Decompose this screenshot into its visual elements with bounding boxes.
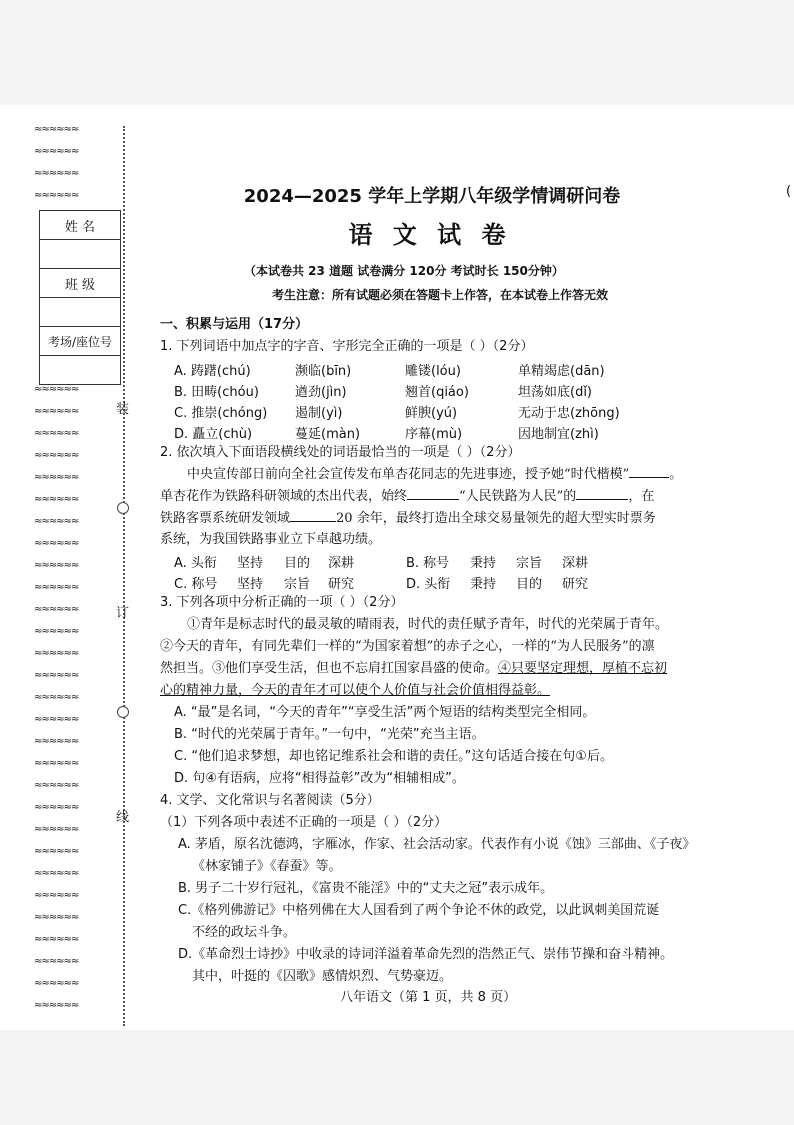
q1-stem: 1. 下列词语中加点字的字音、字形完全正确的一项是（ ）（2分） — [160, 339, 534, 354]
margin-ornament: ≈≈≈≈≈≈ — [34, 168, 79, 179]
binding-char-ding: 订 — [116, 606, 130, 621]
binding-hole — [117, 502, 129, 514]
q2-passage-line: 中央宣传部日前向全社会宣传发布单杏花同志的先进事迹，授予她“时代楷模” 。 — [187, 467, 683, 482]
margin-ornament: ≈≈≈≈≈≈ — [34, 494, 79, 505]
q1-option: 翘首(qiáo) — [405, 385, 469, 400]
margin-ornament: ≈≈≈≈≈≈ — [34, 1000, 79, 1011]
q2-passage-line: 铁路客票系统研发领域 20 余年，最终打造出全球交易量领先的超大型实时票务 — [160, 511, 656, 526]
q1-option: 遏制(yì) — [295, 406, 343, 421]
q2-option: D. 头衔 — [406, 577, 451, 592]
top-scan-shade — [0, 0, 794, 105]
q2-option: 研究 — [562, 577, 589, 592]
q2-option: 目的 — [516, 577, 543, 592]
q4-option: 不经的政坛斗争。 — [192, 925, 297, 940]
binding-dotted-line — [123, 126, 125, 1026]
margin-ornament: ≈≈≈≈≈≈ — [34, 802, 79, 813]
margin-ornament: ≈≈≈≈≈≈ — [34, 714, 79, 725]
q4-option: 其中，叶挺的《囚歌》感情炽烈、气势豪迈。 — [192, 969, 453, 984]
q2-option: A. 头衔 — [174, 556, 217, 571]
margin-ornament: ≈≈≈≈≈≈ — [34, 824, 79, 835]
margin-ornament: ≈≈≈≈≈≈ — [34, 428, 79, 439]
q4-option: C.《格列佛游记》中格列佛在大人国看到了两个争论不休的政党，以此讽刺美国荒诞 — [178, 903, 660, 918]
q2-blank-3[interactable] — [576, 487, 628, 500]
q1-option: 鲜腴(yú) — [405, 406, 458, 421]
q1-option: 遒劲(jìn) — [295, 385, 347, 400]
q2-option: 坚持 — [237, 577, 264, 592]
q4-option: D.《革命烈士诗抄》中收录的诗词洋溢着革命先烈的浩然正气、崇伟节操和奋斗精神。 — [178, 947, 674, 962]
q2-stem: 2. 依次填入下面语段横线处的词语最恰当的一项是（ ）（2分） — [160, 445, 521, 460]
exam-subject: 语 文 试 卷 — [348, 221, 512, 249]
class-label: 班 级 — [40, 269, 120, 298]
q1-option: 蔓延(màn) — [295, 427, 361, 442]
q2-passage-line: 系统，为我国铁路事业立下卓越功绩。 — [160, 532, 382, 547]
margin-ornament: ≈≈≈≈≈≈ — [34, 890, 79, 901]
margin-ornament: ≈≈≈≈≈≈ — [34, 406, 79, 417]
q4-option: A. 茅盾，原名沈德鸿，字雁冰，作家、社会活动家。代表作有小说《蚀》三部曲、《子夜》 — [178, 837, 696, 852]
margin-ornament: ≈≈≈≈≈≈ — [34, 692, 79, 703]
exam-info: （本试卷共 23 道题 试卷满分 120分 考试时长 150分钟） — [244, 264, 564, 278]
q3-passage-line: 然担当。③他们享受生活，但也不忘肩扛国家昌盛的使命。④只要坚定理想，厚植不忘初 — [160, 661, 668, 676]
q2-blank-4[interactable] — [290, 509, 336, 522]
q1-option: 无动于忠(zhōng) — [518, 406, 620, 421]
binding-hole — [117, 706, 129, 718]
seat-field[interactable] — [40, 356, 120, 384]
student-info-box — [39, 210, 121, 385]
margin-ornament: ≈≈≈≈≈≈ — [34, 758, 79, 769]
bottom-scan-shade — [0, 1030, 794, 1125]
q2-option: 秉持 — [470, 556, 497, 571]
margin-ornament: ≈≈≈≈≈≈ — [34, 670, 79, 681]
margin-ornament: ≈≈≈≈≈≈ — [34, 912, 79, 923]
q2-option: 深耕 — [328, 556, 355, 571]
margin-ornament: ≈≈≈≈≈≈ — [34, 450, 79, 461]
q1-option: 序幕(mù) — [405, 427, 463, 442]
margin-ornament: ≈≈≈≈≈≈ — [34, 736, 79, 747]
q2-option: B. 称号 — [406, 556, 450, 571]
margin-ornament: ≈≈≈≈≈≈ — [34, 538, 79, 549]
seat-label: 考场/座位号 — [40, 327, 120, 356]
q1-option: 因地制宜(zhì) — [518, 427, 599, 442]
name-field[interactable] — [40, 240, 120, 269]
class-field[interactable] — [40, 298, 120, 327]
margin-ornament: ≈≈≈≈≈≈ — [34, 956, 79, 967]
q3-passage-line: ①青年是标志时代的最灵敏的晴雨表，时代的责任赋予青年，时代的光荣属于青年。 — [187, 617, 669, 632]
q3-stem: 3. 下列各项中分析正确的一项（ ）（2分） — [160, 595, 404, 610]
margin-ornament: ≈≈≈≈≈≈ — [34, 516, 79, 527]
q2-blank-2[interactable] — [407, 487, 459, 500]
margin-ornament: ≈≈≈≈≈≈ — [34, 472, 79, 483]
q2-passage-line: 单杏花作为铁路科研领域的杰出代表，始终 “人民铁路为人民”的 ，在 — [160, 489, 655, 504]
q1-option: A. 踌躇(chú) — [174, 364, 251, 379]
corner-mark: ( — [786, 184, 792, 199]
q3-option: A. “最”是名词，“今天的青年”“享受生活”两个短语的结构类型完全相同。 — [174, 705, 596, 720]
q3-option: D. 句④有语病，应将“相得益彰”改为“相辅相成”。 — [174, 771, 465, 786]
q2-option: 目的 — [284, 556, 311, 571]
margin-ornament: ≈≈≈≈≈≈ — [34, 124, 79, 135]
q1-option: 雕镂(lóu) — [405, 364, 461, 379]
q2-blank-1[interactable] — [629, 465, 669, 478]
q1-option: C. 推崇(chóng) — [174, 406, 268, 421]
q4-option: B. 男子二十岁行冠礼，《富贵不能淫》中的“丈夫之冠”表示成年。 — [178, 881, 554, 896]
q3-option: B. “时代的光荣属于青年。”一句中，“光荣”充当主语。 — [174, 727, 485, 742]
q3-option: C. “他们追求梦想，却也铭记维系社会和谐的责任。”这句话适合接在句①后。 — [174, 749, 613, 764]
q2-option: 坚持 — [237, 556, 264, 571]
section-heading: 一、积累与运用（17分） — [160, 317, 309, 332]
q2-option: C. 称号 — [174, 577, 218, 592]
q2-option: 深耕 — [562, 556, 589, 571]
q2-option: 宗旨 — [284, 577, 311, 592]
q3-passage-line: 心的精神力量，今天的青年才可以使个人价值与社会价值相得益彰。 — [160, 683, 551, 698]
exam-title: 2024—2025 学年上学期八年级学情调研问卷 — [243, 186, 621, 207]
page-footer: 八年语文（第 1 页，共 8 页） — [340, 990, 517, 1005]
q1-option: D. 矗立(chù) — [174, 427, 253, 442]
binding-char-xian: 线 — [116, 810, 130, 825]
margin-ornament: ≈≈≈≈≈≈ — [34, 384, 79, 395]
q2-option: 研究 — [328, 577, 355, 592]
margin-ornament: ≈≈≈≈≈≈ — [34, 846, 79, 857]
q1-option: 坦荡如底(dǐ) — [518, 385, 593, 400]
margin-ornament: ≈≈≈≈≈≈ — [34, 146, 79, 157]
q4-option: 《林家铺子》《春蚕》等。 — [192, 859, 342, 874]
margin-ornament: ≈≈≈≈≈≈ — [34, 604, 79, 615]
q2-option: 秉持 — [470, 577, 497, 592]
margin-ornament: ≈≈≈≈≈≈ — [34, 978, 79, 989]
margin-ornament: ≈≈≈≈≈≈ — [34, 582, 79, 593]
q4-sub-stem: （1）下列各项中表述不正确的一项是（ ）（2分） — [160, 815, 448, 830]
q1-option: 单精竭虑(dān) — [518, 364, 605, 379]
q2-option: 宗旨 — [516, 556, 543, 571]
exam-notice: 考生注意：所有试题必须在答题卡上作答，在本试卷上作答无效 — [272, 288, 609, 302]
margin-ornament: ≈≈≈≈≈≈ — [34, 780, 79, 791]
margin-ornament: ≈≈≈≈≈≈ — [34, 560, 79, 571]
q4-heading: 4. 文学、文化常识与名著阅读（5分） — [160, 793, 380, 808]
margin-ornament: ≈≈≈≈≈≈ — [34, 190, 79, 201]
q3-passage-line: ②今天的青年，有同先辈们一样的“为国家着想”的赤子之心，一样的“为人民服务”的凛 — [160, 639, 655, 654]
q1-option: 濒临(bīn) — [295, 364, 352, 379]
q3-underlined-sentence: ④只要坚定理想，厚植不忘初 — [498, 661, 668, 676]
margin-ornament: ≈≈≈≈≈≈ — [34, 648, 79, 659]
margin-ornament: ≈≈≈≈≈≈ — [34, 626, 79, 637]
q1-option: B. 田畴(chóu) — [174, 385, 259, 400]
binding-char-zhuang: 装 — [116, 402, 130, 417]
margin-ornament: ≈≈≈≈≈≈ — [34, 868, 79, 879]
name-label: 姓 名 — [40, 211, 120, 240]
margin-ornament: ≈≈≈≈≈≈ — [34, 934, 79, 945]
